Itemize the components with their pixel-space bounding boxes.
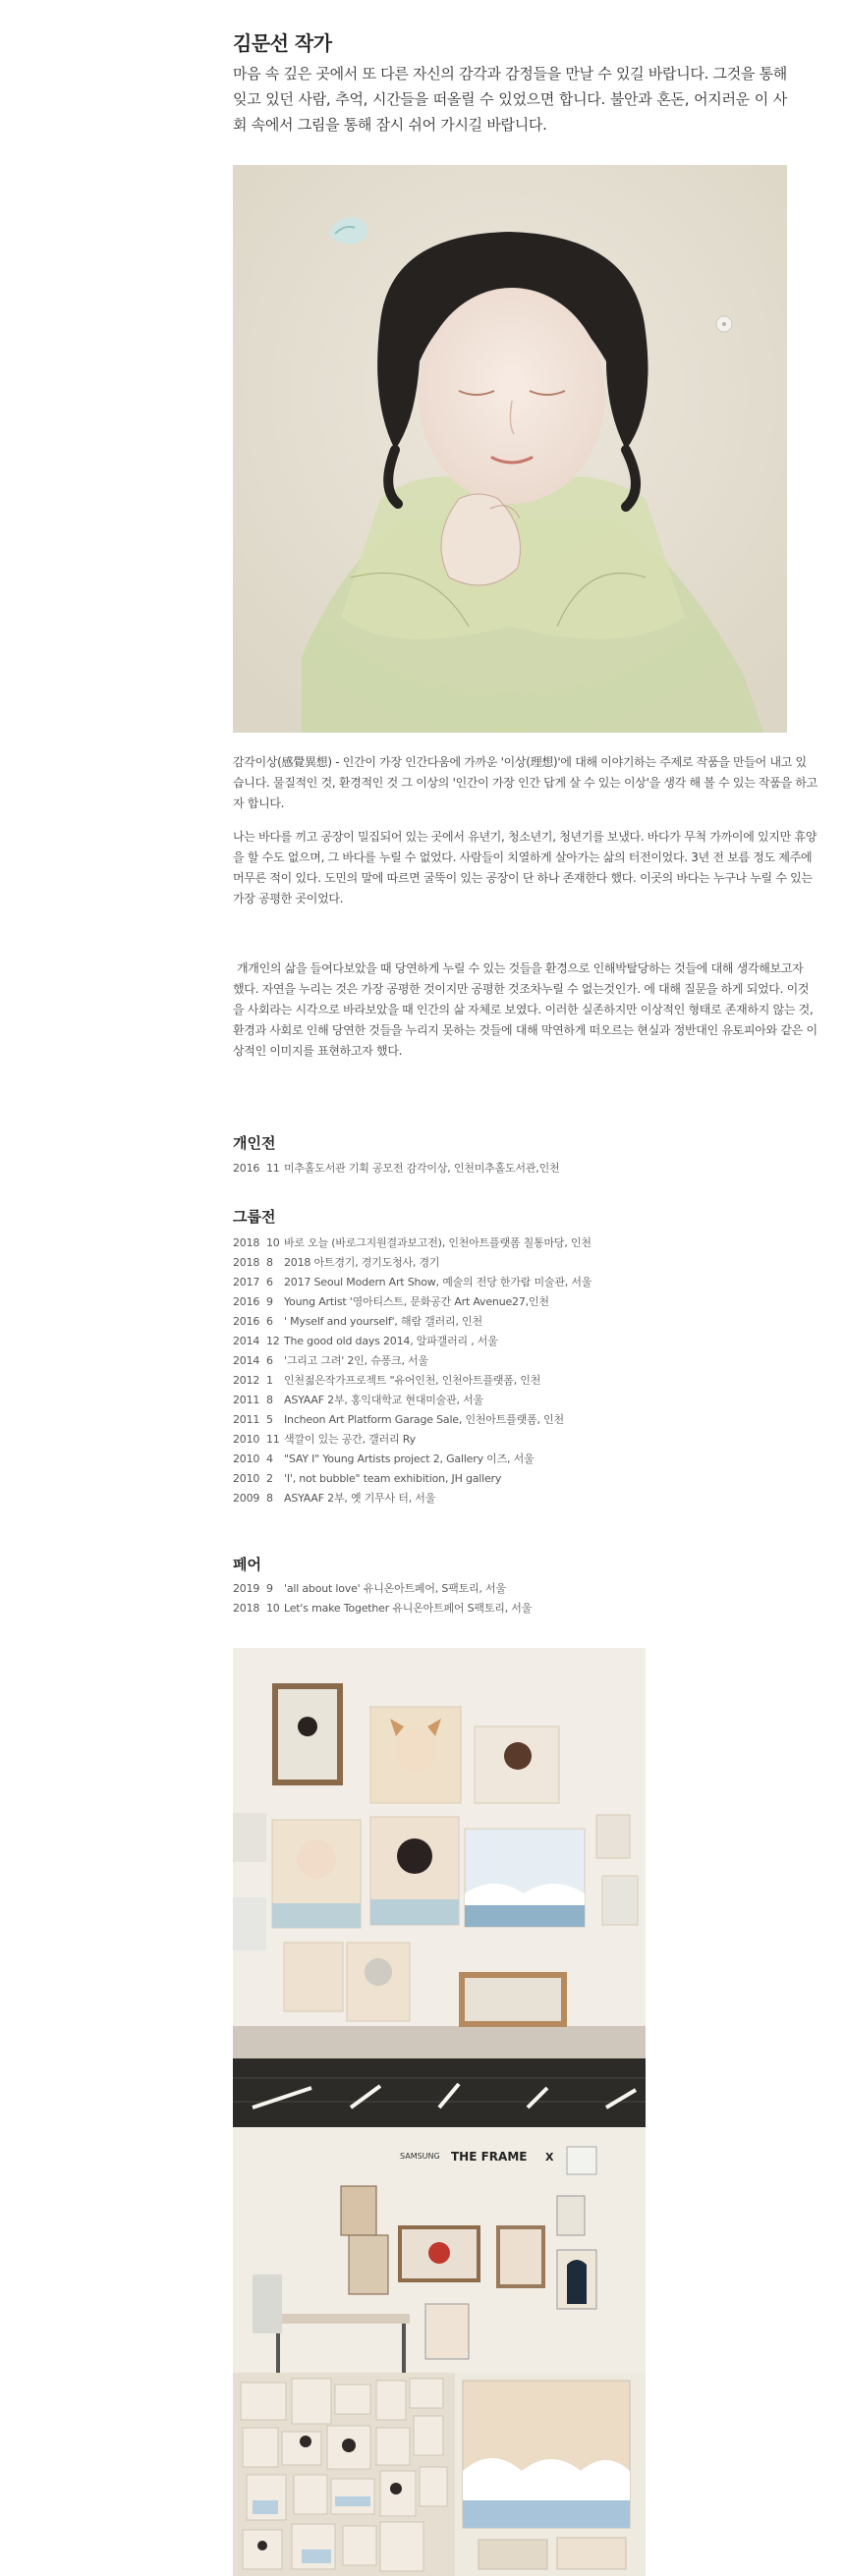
group-list [233,1233,592,1508]
solo-list [233,1159,559,1178]
solo-heading: 개인전 [233,1134,276,1152]
list-item [233,1410,592,1430]
item-text: ASYAAF 2부, 옛 기무사 터, 서울 [284,1492,436,1505]
list-item [233,1450,592,1469]
fair-heading: 페어 [233,1556,261,1573]
fair-booth-photo [233,2058,646,2373]
statement-paragraph-1: 감각이상(感覺異想) - 인간이 가장 인간다움에 가까운 '이상(理想)'에 대해 이야기하는 주제로 작품을 만들어 내고 있습니다. 물질적인 것, 환경적인 것 그 이상의 '인간이 가장 인간 답게 살 수 있는 이상'을 생각 해 볼 수 있는 작품을 하고자 합니다. [233,755,817,810]
item-year: 2011 [233,1413,260,1426]
list-item [233,1371,592,1391]
fair-booth-illustration [233,2058,646,2373]
item-year: 2018 [233,1602,260,1615]
list-item [233,1469,592,1489]
item-text: 인천젊은작가프로젝트 "유어인천, 인천아트플랫폼, 인천 [284,1374,541,1387]
item-month: 9 [266,1295,273,1308]
list-item [233,1579,532,1599]
item-month: 5 [266,1413,273,1426]
item-text: ASYAAF 2부, 홍익대학교 현대미술관, 서울 [284,1394,483,1406]
item-text: 색깔이 있는 공간, 갤러리 Ry [284,1433,416,1446]
list-item [233,1391,592,1410]
list-item [233,1332,592,1351]
item-year: 2012 [233,1374,260,1387]
gallery-wall-illustration [233,1648,646,2058]
item-year: 2010 [233,1433,260,1446]
item-year: 2018 [233,1236,260,1249]
artist-name-title: 김문선 작가 [233,31,332,55]
list-item [233,1233,592,1253]
item-year: 2010 [233,1472,260,1485]
item-month: 2 [266,1472,273,1485]
item-year: 2016 [233,1162,260,1175]
item-text: 'I', not bubble" team exhibition, JH gallery [284,1472,502,1485]
item-month: 1 [266,1374,273,1387]
booth-frame-logo: THE FRAME [451,2150,528,2164]
item-month: 6 [266,1315,273,1328]
list-item [233,1599,532,1618]
list-item [233,1312,592,1332]
item-month: 11 [266,1162,280,1175]
artist-intro: 마음 속 깊은 곳에서 또 다른 자신의 감각과 감정들을 만날 수 있길 바랍니다. 그것을 통해 잊고 있던 사람, 추억, 시간들을 떠올릴 수 있었으면 합니다. 불안과 혼돈, 어지러운 이 사회 속에서 그림을 통해 잠시 쉬어 가시길 바랍니다. [233,65,787,134]
painting-girl-in-water [233,165,787,733]
item-month: 9 [266,1582,273,1595]
item-month: 11 [266,1433,280,1446]
item-year: 2014 [233,1335,260,1347]
list-item [233,1292,592,1312]
item-year: 2017 [233,1276,260,1288]
list-item [233,1159,559,1178]
list-item [233,1430,592,1450]
item-text: 미추홀도서관 기획 공모전 감각이상, 인천미추홀도서관,인천 [284,1162,560,1175]
fair-list [233,1579,532,1618]
item-month: 6 [266,1276,273,1288]
studio-wall-photo [233,2373,646,2576]
item-text: Incheon Art Platform Garage Sale, 인천아트플랫폼, 인천 [284,1413,564,1426]
item-month: 10 [266,1236,280,1249]
studio-wall-illustration [233,2373,646,2576]
item-text: The good old days 2014, 알파갤러리 , 서울 [284,1335,498,1347]
item-month: 8 [266,1256,273,1269]
item-month: 6 [266,1354,273,1367]
item-month: 10 [266,1602,280,1615]
item-year: 2009 [233,1492,260,1505]
list-item [233,1351,592,1371]
item-year: 2016 [233,1295,260,1308]
main-painting [233,165,787,733]
item-text: Let's make Together 유니온아트페어 S팩토리, 서울 [284,1602,533,1615]
item-text: 'all about love' 유니온아트페어, S팩토리, 서울 [284,1582,506,1595]
statement-paragraph-3: 개개인의 삶을 들여다보았을 때 당연하게 누릴 수 있는 것들을 환경으로 인해박탈당하는 것들에 대해 생각해보고자 했다. 자연을 누리는 것은 가장 공평한 것이지만 공평한 것조차누릴 수 없는것인가. 에 대해 질문을 하게 되었다. 이것을 사회라는 시각으로 바라보았을 때 인간의 삶 자체로 보였다. 이러한 실존하지만 이상적인 형태로 존재하지 않는 것, 환경과 사회로 인해 당연한 것들을 누리지 못하는 것들에 대해 막연하게 떠오르는 현실과 정반대인 유토피아와 같은 이상적인 이미지를 표현하고자 했다. [233,961,817,1058]
item-text: 바로 오늘 (바로그지원결과보고전), 인천아트플랫폼 칠통마당, 인천 [284,1236,592,1249]
item-text: ' Myself and yourself', 해람 갤러리, 인천 [284,1315,482,1328]
item-month: 12 [266,1335,280,1347]
statement-paragraph-2: 나는 바다를 끼고 공장이 밀집되어 있는 곳에서 유년기, 청소년기, 청년기를 보냈다. 바다가 무척 가까이에 있지만 휴양을 할 수도 없으며, 그 바다를 누릴 수 없었다. 사람들이 치열하게 살아가는 삶의 터전이었다. 3년 전 보름 정도 제주에 머무른 적이 있다. 도민의 말에 따르면 굴뚝이 있는 공장이 단 하나 존재한다 했다. 이곳의 바다는 누구나 누릴 수 있는 가장 공평한 곳이었다. [233,830,817,905]
item-month: 8 [266,1492,273,1505]
gallery-wall-photo [233,1648,646,2058]
item-year: 2014 [233,1354,260,1367]
booth-x-mark: X [545,2151,554,2164]
item-year: 2016 [233,1315,260,1328]
group-heading: 그룹전 [233,1208,276,1226]
item-month: 4 [266,1452,273,1465]
list-item [233,1273,592,1292]
booth-brand-text: SAMSUNG [400,2152,440,2161]
item-text: 2017 Seoul Modern Art Show, 예술의 전당 한가람 미술관, 서울 [284,1276,592,1288]
item-year: 2019 [233,1582,260,1595]
item-text: Young Artist '영아티스트, 문화공간 Art Avenue27,인천 [284,1295,549,1308]
item-month: 8 [266,1394,273,1406]
item-year: 2011 [233,1394,260,1406]
list-item [233,1253,592,1273]
item-year: 2018 [233,1256,260,1269]
list-item [233,1489,592,1508]
item-text: '그리고 그려' 2인, 슈퐁크, 서울 [284,1354,428,1367]
item-text: "SAY I" Young Artists project 2, Gallery 이즈, 서울 [284,1452,535,1465]
item-text: 2018 아트경기, 경기도청사, 경기 [284,1256,440,1269]
item-year: 2010 [233,1452,260,1465]
